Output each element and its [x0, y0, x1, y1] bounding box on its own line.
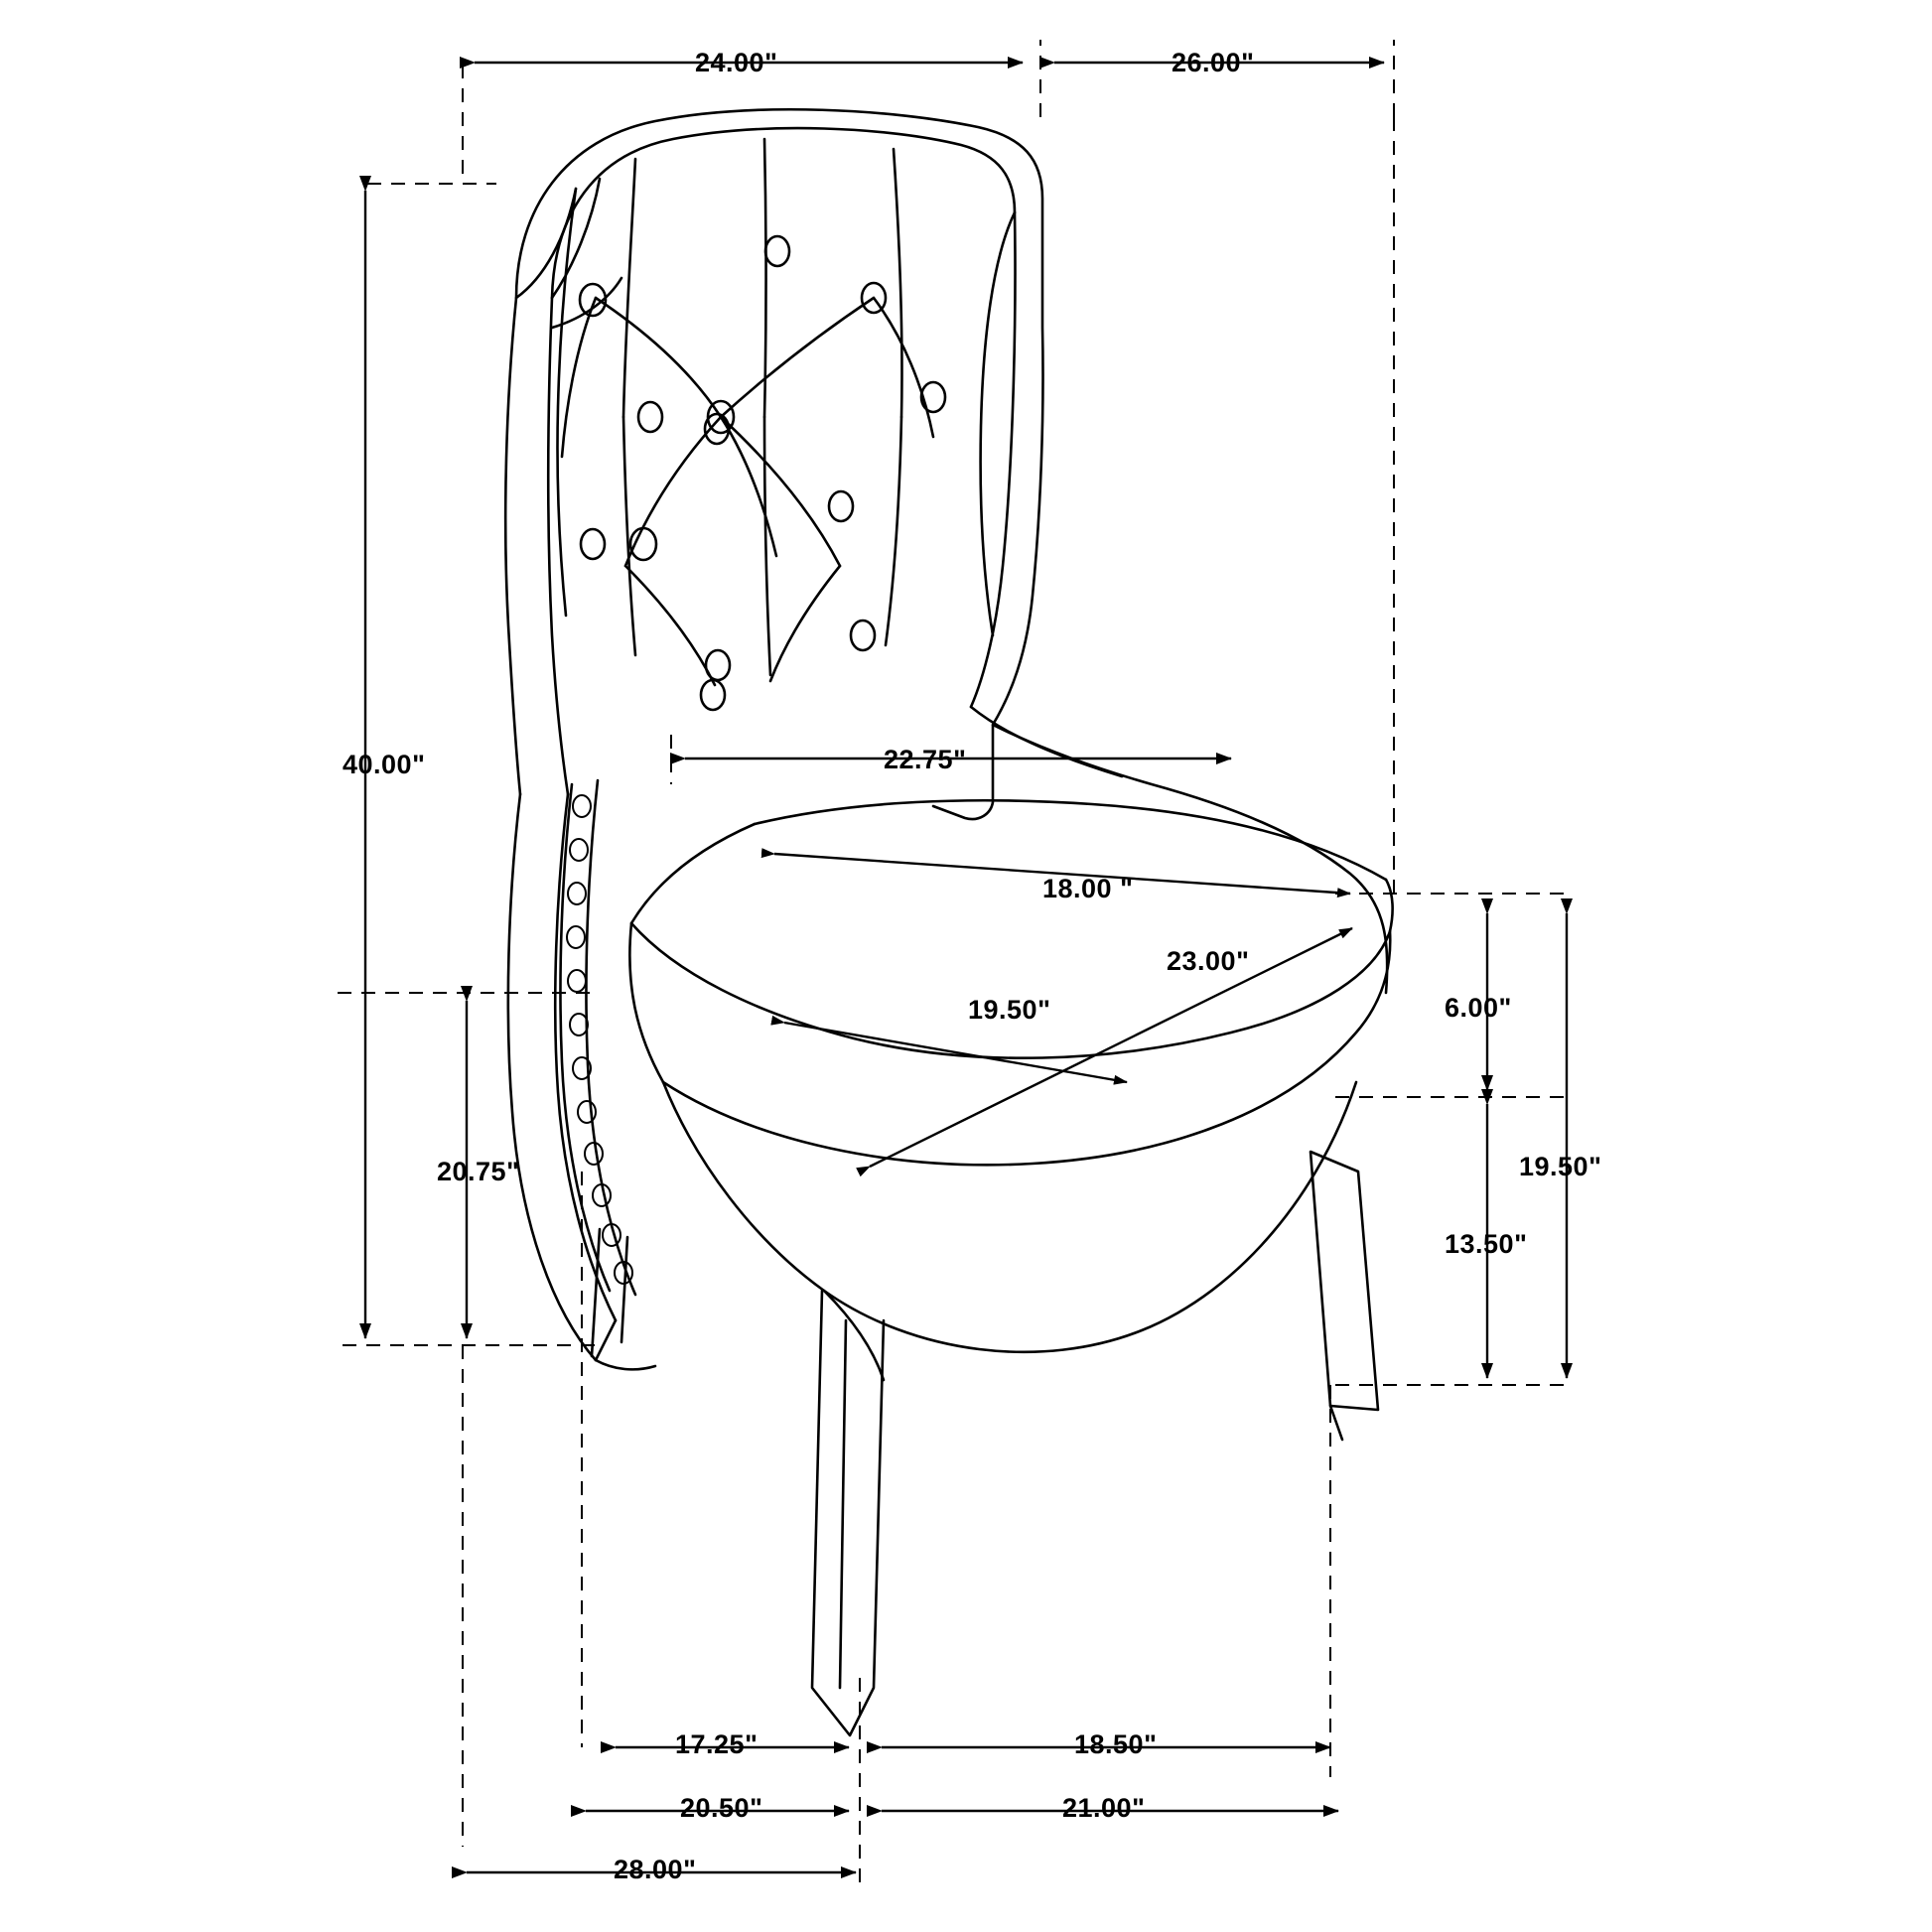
dimension-label-6: 6.00" [1445, 993, 1512, 1023]
dimension-label-19-50-total: 19.50" [1519, 1152, 1602, 1181]
dimension-label-40: 40.00" [343, 750, 426, 779]
dimension-label-18: 18.00 " [1042, 874, 1134, 903]
dimension-label-24: 24.00" [695, 48, 778, 77]
dimension-label-13-50: 13.50" [1445, 1229, 1528, 1259]
dimension-label-19-50-seat: 19.50" [968, 995, 1051, 1025]
dimension-label-17-25: 17.25" [675, 1729, 759, 1759]
chair-outline [505, 109, 1392, 1735]
dimension-label-22-75: 22.75" [884, 745, 967, 774]
extension-lines [338, 40, 1569, 1886]
dimension-label-20-50: 20.50" [680, 1793, 763, 1823]
dimension-label-23: 23.00" [1167, 946, 1250, 976]
dimension-label-21: 21.00" [1062, 1793, 1146, 1823]
dimension-label-18-50: 18.50" [1074, 1729, 1158, 1759]
dimension-label-26: 26.00" [1172, 48, 1255, 77]
dimension-label-20-75: 20.75" [437, 1157, 520, 1186]
dimension-label-28: 28.00" [614, 1855, 697, 1884]
